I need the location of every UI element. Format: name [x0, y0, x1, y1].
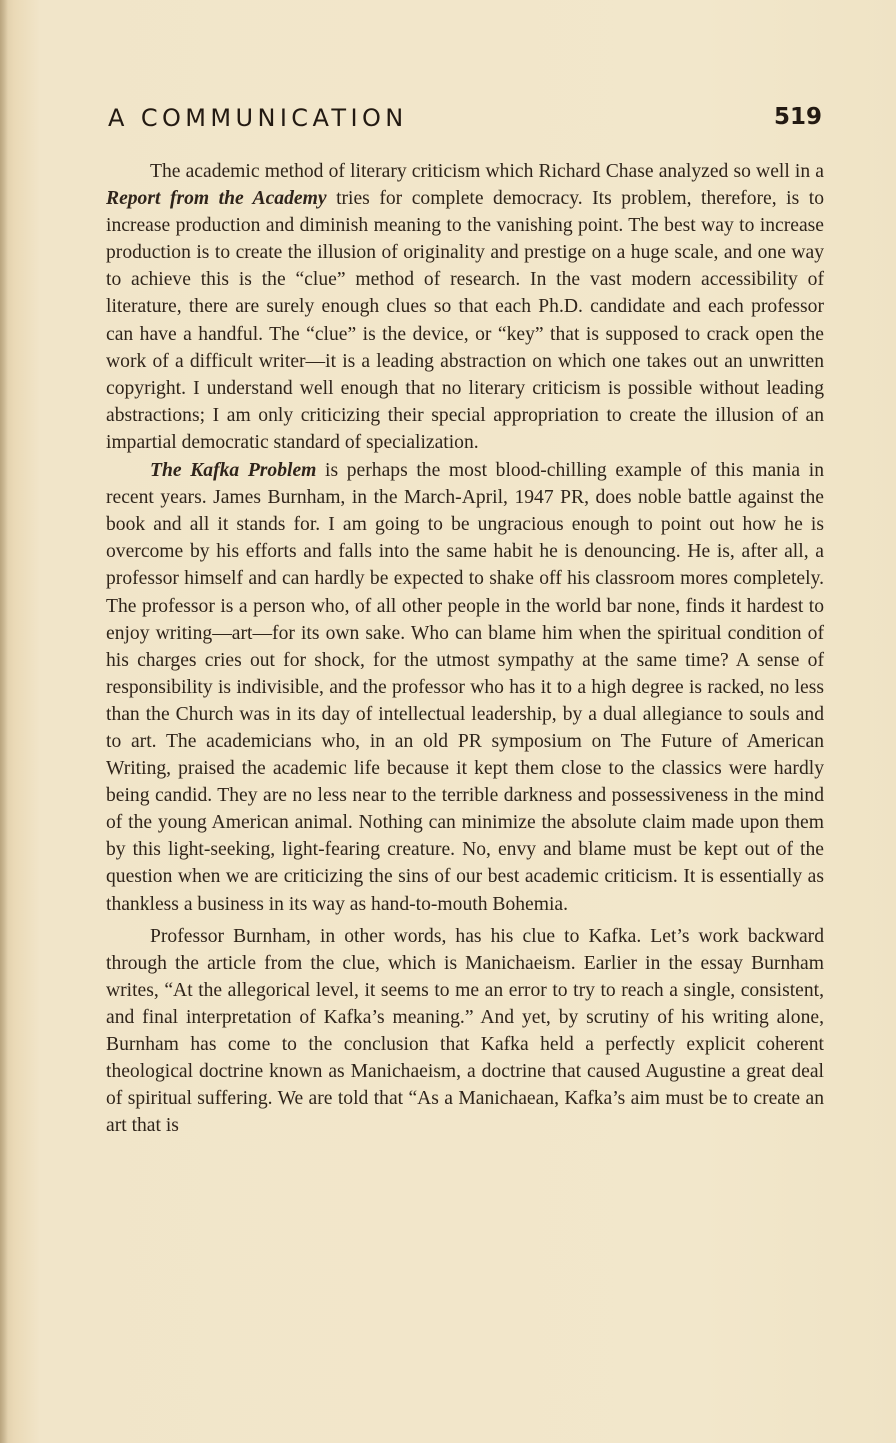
body-text: [106, 158, 824, 1139]
italic-title: Report from the Academy: [106, 188, 327, 210]
text-run: is perhaps the most blood-chilling example of this mania in recent years. James Burnham, in the March-April, 1947 PR, does noble battle against the book and all it stands for. I am going to be ungracious enough to point out how he is overcome by his efforts and falls into the same habit he is denouncing. He is, after all, a professor himself and can hardly be expected to shake off his classroom mores completely. The professor is a person who, of all other people in the world bar none, finds it hardest to enjoy writing—art—for its own sake. Who can blame him when the spiritual condition of his charges cries out for shock, for the utmost sympathy at the same time? A sense of responsibility is indivisible, and the professor who has it to a high degree is racked, no less than the Church was in its day of intellectual leadership, by a dual allegiance to souls and to art. The academicians who, in an old PR symposium on The Future of American Writing, praised the academic life because it kept them close to the classics were hardly being candid. They are no less near to the terrible darkness and possessiveness in the mind of the young American animal. Nothing can minimize the absolute claim made upon them by this light-seeking, light-fearing creature. No, envy and blame must be kept out of the question when we are criticizing the sins of our best academic criticism. It is essentially as thankless a business in its way as hand-to-mouth Bohemia.: [106, 460, 824, 915]
text-run: Professor Burnham, in other words, has his clue to Kafka. Let’s work backward through the article from the clue, which is Manichaeism. Earlier in the essay Burnham writes, “At the allegorical level, it seems to me an error to try to reach a single, consistent, and final interpretation of Kafka’s meaning.” And yet, by scrutiny of his writing alone, Burnham has come to the conclusion that Kafka held a perfectly explicit coherent theological doctrine known as Manichaeism, a doctrine that caused Augustine a great deal of spiritual suffering. We are told that “As a Manichaean, Kafka’s aim must be to create an art that is: [106, 925, 824, 1137]
paragraph: [106, 923, 824, 1140]
running-title: A COMMUNICATION: [108, 104, 408, 132]
page-header: [108, 104, 822, 144]
page-number: 519: [773, 104, 822, 130]
paragraph: [106, 457, 824, 918]
text-run: tries for complete democracy. Its problem, therefore, is to increase production and diminish meaning to the vanishing point. The best way to increase production is to create the illusion of originality and prestige on a huge scale, and one way to achieve this is the “clue” method of research. In the vast modern accessibility of literature, there are surely enough clues so that each Ph.D. candidate and each professor can have a handful. The “clue” is the device, or “key” that is supposed to crack open the work of a difficult writer—it is a leading abstraction on which one takes out an unwritten copyright. I understand well enough that no literary criticism is possible without leading abstractions; I am only criticizing their special appropriation to create the illusion of an impartial democratic standard of specialization.: [106, 188, 824, 453]
text-run: The academic method of literary criticism which Richard Chase analyzed so well in a: [150, 161, 824, 182]
spine-shadow: [0, 0, 8, 1443]
paragraph: [106, 158, 824, 456]
italic-title: The Kafka Problem: [150, 460, 317, 482]
